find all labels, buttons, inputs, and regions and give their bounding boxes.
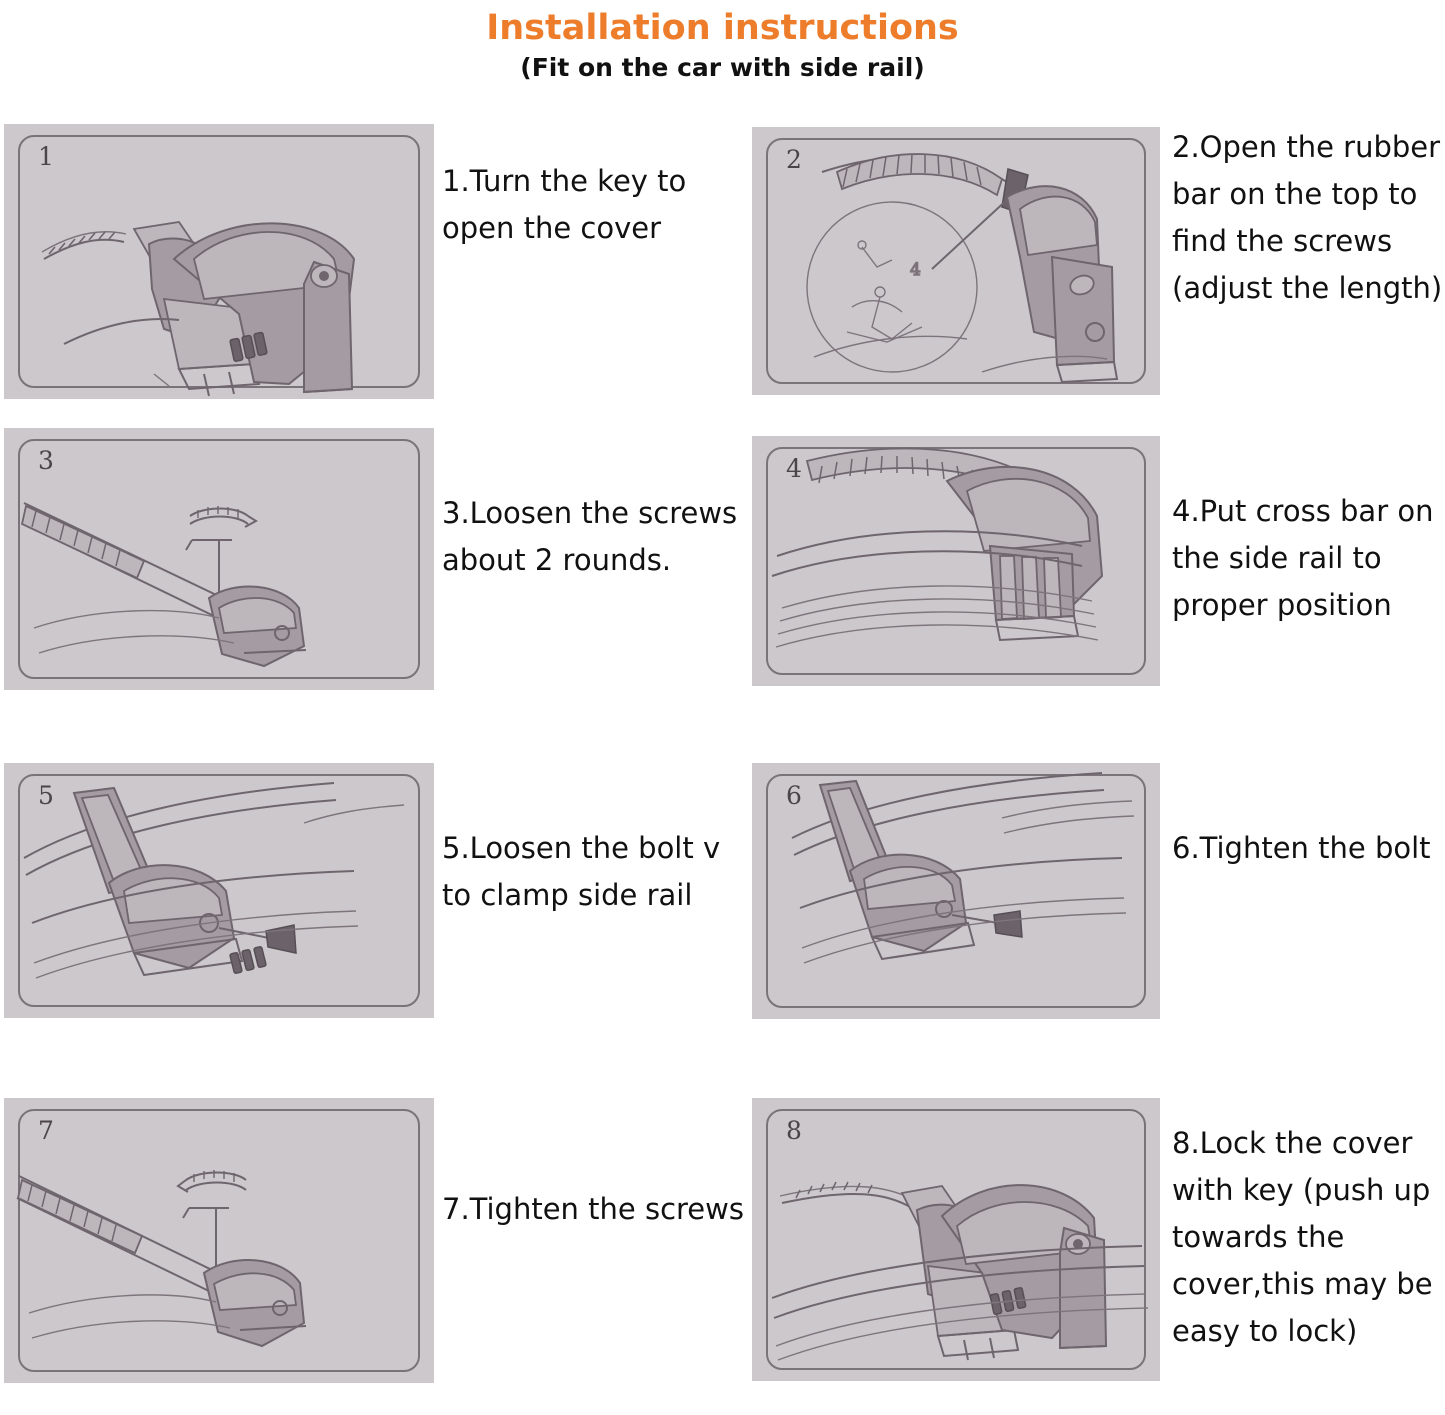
- page-title: Installation instructions: [486, 8, 959, 48]
- step-3-caption: 3.Loosen the screws about 2 rounds.: [442, 496, 738, 577]
- step-8: [752, 1098, 1445, 1381]
- step-2-illustration: [752, 127, 1160, 395]
- svg-text:4: 4: [910, 260, 921, 280]
- step-1: [0, 98, 752, 399]
- step-8-figure: [752, 1098, 1160, 1381]
- step-8-caption: 8.Lock the cover with key (push up towards the cover,this may be easy to lock): [1172, 1126, 1433, 1348]
- step-7-caption: 7.Tighten the screws: [442, 1192, 744, 1226]
- step-5-figure: [4, 763, 434, 1018]
- steps-row-2: [0, 428, 1445, 763]
- step-3-figure-number: 3: [38, 446, 54, 475]
- steps-row-4: [0, 1098, 1445, 1398]
- step-1-figure: [4, 124, 434, 399]
- step-1-illustration: [4, 124, 434, 399]
- steps-row-3: [0, 763, 1445, 1098]
- step-4: [752, 428, 1445, 686]
- header: [0, 0, 1445, 84]
- step-4-figure-number: 4: [786, 454, 802, 483]
- step-1-caption: 1.Turn the key to open the cover: [442, 164, 687, 245]
- step-8-figure-number: 8: [786, 1116, 802, 1145]
- step-2: [752, 98, 1445, 395]
- steps-grid: [0, 98, 1445, 1398]
- step-5-caption: 5.Loosen the bolt v to clamp side rail: [442, 831, 721, 912]
- step-4-figure: [752, 436, 1160, 686]
- step-2-caption: 2.Open the rubber bar on the top to find the screws (adjust the length): [1172, 130, 1443, 305]
- step-1-figure-number: 1: [38, 142, 54, 171]
- step-3-illustration: [4, 428, 434, 690]
- step-5: [0, 763, 752, 1018]
- step-6-figure-number: 6: [786, 781, 802, 810]
- step-7-figure: [4, 1098, 434, 1383]
- step-8-illustration: [752, 1098, 1160, 1381]
- step-2-figure: [752, 127, 1160, 395]
- step-7-figure-number: 7: [38, 1116, 54, 1145]
- steps-row-1: [0, 98, 1445, 428]
- step-6: [752, 763, 1445, 1019]
- step-7: [0, 1098, 752, 1383]
- step-4-illustration: [752, 436, 1160, 686]
- step-4-caption: 4.Put cross bar on the side rail to proper position: [1172, 494, 1434, 622]
- step-6-caption: 6.Tighten the bolt: [1172, 831, 1431, 865]
- step-3: [0, 428, 752, 690]
- step-7-illustration: [4, 1098, 434, 1383]
- step-6-figure: [752, 763, 1160, 1019]
- page-subtitle: (Fit on the car with side rail): [520, 53, 925, 82]
- step-5-illustration: [4, 763, 434, 1018]
- step-6-illustration: [752, 763, 1160, 1019]
- step-2-figure-number: 2: [786, 145, 802, 174]
- step-3-figure: [4, 428, 434, 690]
- step-5-figure-number: 5: [38, 781, 54, 810]
